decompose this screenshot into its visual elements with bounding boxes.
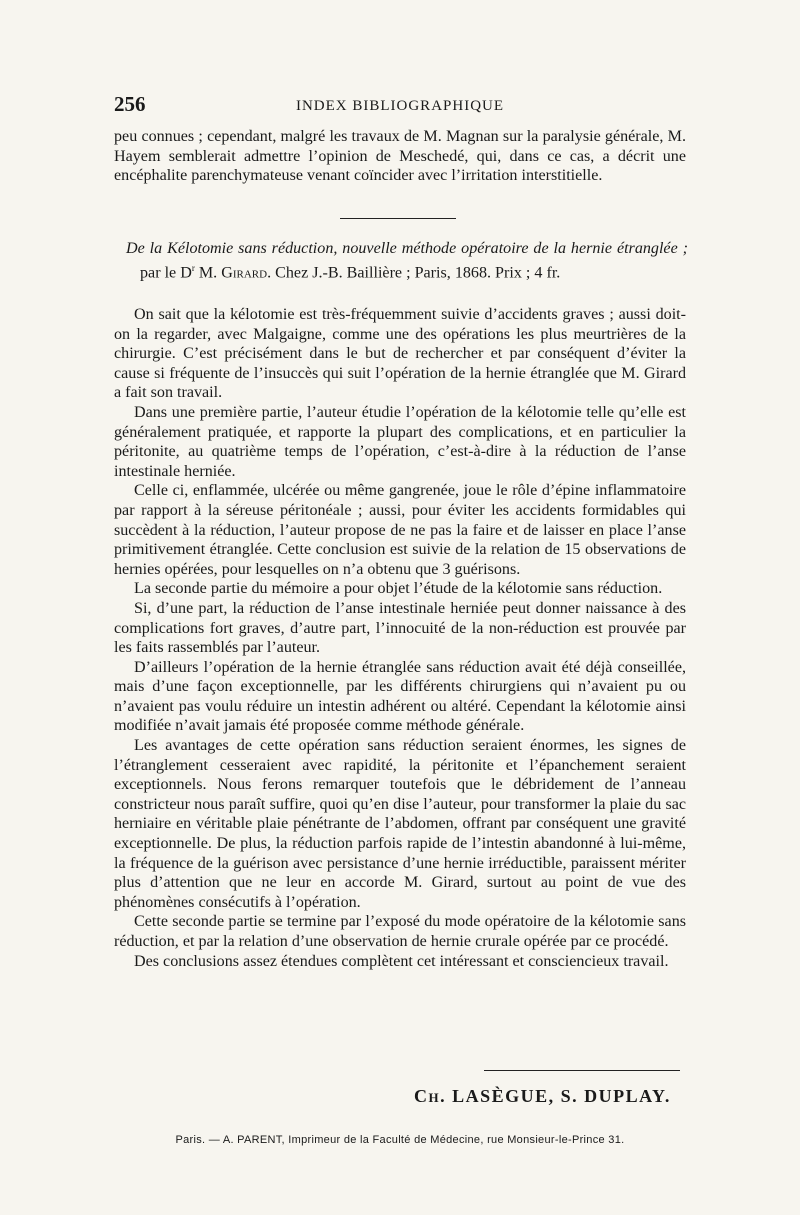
running-head: INDEX BIBLIOGRAPHIQUE	[295, 98, 505, 114]
section-divider	[340, 218, 456, 219]
paragraph: peu connues ; cependant, malgré les travaux de M. Magnan sur la paralysie générale, M. Hayem semblerait admettre l’opinion de Meschedé, qui, dans ce cas, a décrit une encéphalite parenchymateuse venant coïncider avec l’irritation interstitielle.	[114, 128, 686, 185]
paragraph: Celle ci, enflammée, ulcérée ou même gangrenée, joue le rôle d’épine inflammatoire par rapport à la séreuse péritonéale ; aussi, pour éviter les accidents formidables qui succèdent à la réduction, l’auteur propose de ne pas la faire et de laisser en place l’anse primitivement étranglée. Cette conclusion est suivie de la relation de 15 observations de hernies opérées, pour lesquelles on n’a obtenu que 3 guérisons.	[114, 482, 686, 578]
continuation-paragraph	[114, 127, 686, 186]
page-header	[114, 92, 686, 122]
paragraph: On sait que la kélotomie est très-fréquemment suivie d’accidents graves ; aussi doit-on la regarder, avec Malgaigne, comme une des opérations les plus meurtrières de la chirurgie. C’est précisément dans le but de rechercher et par conséquent d’éviter la cause si fréquente de l’insuccès qui suit l’opération de la hernie étranglée que M. Girard a fait son travail.	[114, 306, 686, 402]
review-signature: Ch. LASÈGUE, S. DUPLAY.	[414, 1086, 671, 1106]
signature-divider	[484, 1070, 680, 1071]
work-title: De la Kélotomie sans réduction, nouvelle méthode opératoire de la hernie étranglée ;	[126, 240, 688, 257]
paragraph: Les avantages de cette opération sans réduction seraient énormes, les signes de l’étranglement cesseraient avec rapidité, la péritonite et l’épanchement seraient exceptionnels. Nous ferons remarquer toutefois que le débridement de l’anneau constricteur nous paraît suffire, quoi qu’en dise l’auteur, pour transformer la plaie du sac herniaire en véritable plaie pénétrante de l’abdomen, offrant par conséquent une gravité exceptionnelle. De plus, la réduction parfois rapide de l’intestin abandonné à lui-même, la fréquence de la guérison avec persistance d’une hernie irréductible, paraissent mériter plus d’attention que ne leur en accorde M. Girard, surtout au point de vue des phénomènes consécutifs à l’opération.	[114, 737, 686, 911]
citation-author: Girard	[221, 263, 268, 281]
citation-author-prefix: M.	[194, 263, 222, 281]
bibliographic-citation	[126, 239, 688, 283]
paragraph: D’ailleurs l’opération de la hernie étranglée sans réduction avait été déjà conseillée, mais d’une façon exceptionnelle, par les différents chirurgiens qui n’avaient pu ou n’avaient pas voulu réduire un intestin adhérent ou altéré. Cependant la kélotomie ainsi modifiée n’avait jamais été proposée comme méthode générale.	[114, 658, 686, 735]
review-body	[114, 305, 686, 971]
paragraph: Si, d’une part, la réduction de l’anse intestinale herniée peut donner naissance à des complications fort graves, d’autre part, l’innocuité de la non-réduction est prouvée par les faits rassemblés par l’auteur.	[114, 599, 686, 657]
paragraph: Cette seconde partie se termine par l’exposé du mode opératoire de la kélotomie sans réduction, et par la relation d’une observation de hernie crurale opérée par ce procédé.	[114, 913, 686, 950]
citation-publisher: . Chez J.-B. Baillière ; Paris, 1868. Prix ; 4 fr.	[267, 263, 561, 281]
paragraph: Des conclusions assez étendues complètent cet intéressant et consciencieux travail.	[134, 952, 669, 970]
page-number: 256	[114, 92, 146, 116]
citation-by: par le D	[140, 263, 192, 281]
citation-title-sup: r	[191, 262, 195, 273]
paragraph: La seconde partie du mémoire a pour objet l’étude de la kélotomie sans réduction.	[134, 580, 663, 598]
printer-imprint: Paris. — A. PARENT, Imprimeur de la Faculté de Médecine, rue Monsieur-le-Prince 31.	[175, 1134, 625, 1146]
paragraph: Dans une première partie, l’auteur étudie l’opération de la kélotomie telle qu’elle est généralement pratiquée, et rapporte la plupart des complications, et en particulier la péritonite, au quatrième temps de l’opération, c’est-à-dire à la réduction de l’anse intestinale herniée.	[114, 403, 686, 480]
